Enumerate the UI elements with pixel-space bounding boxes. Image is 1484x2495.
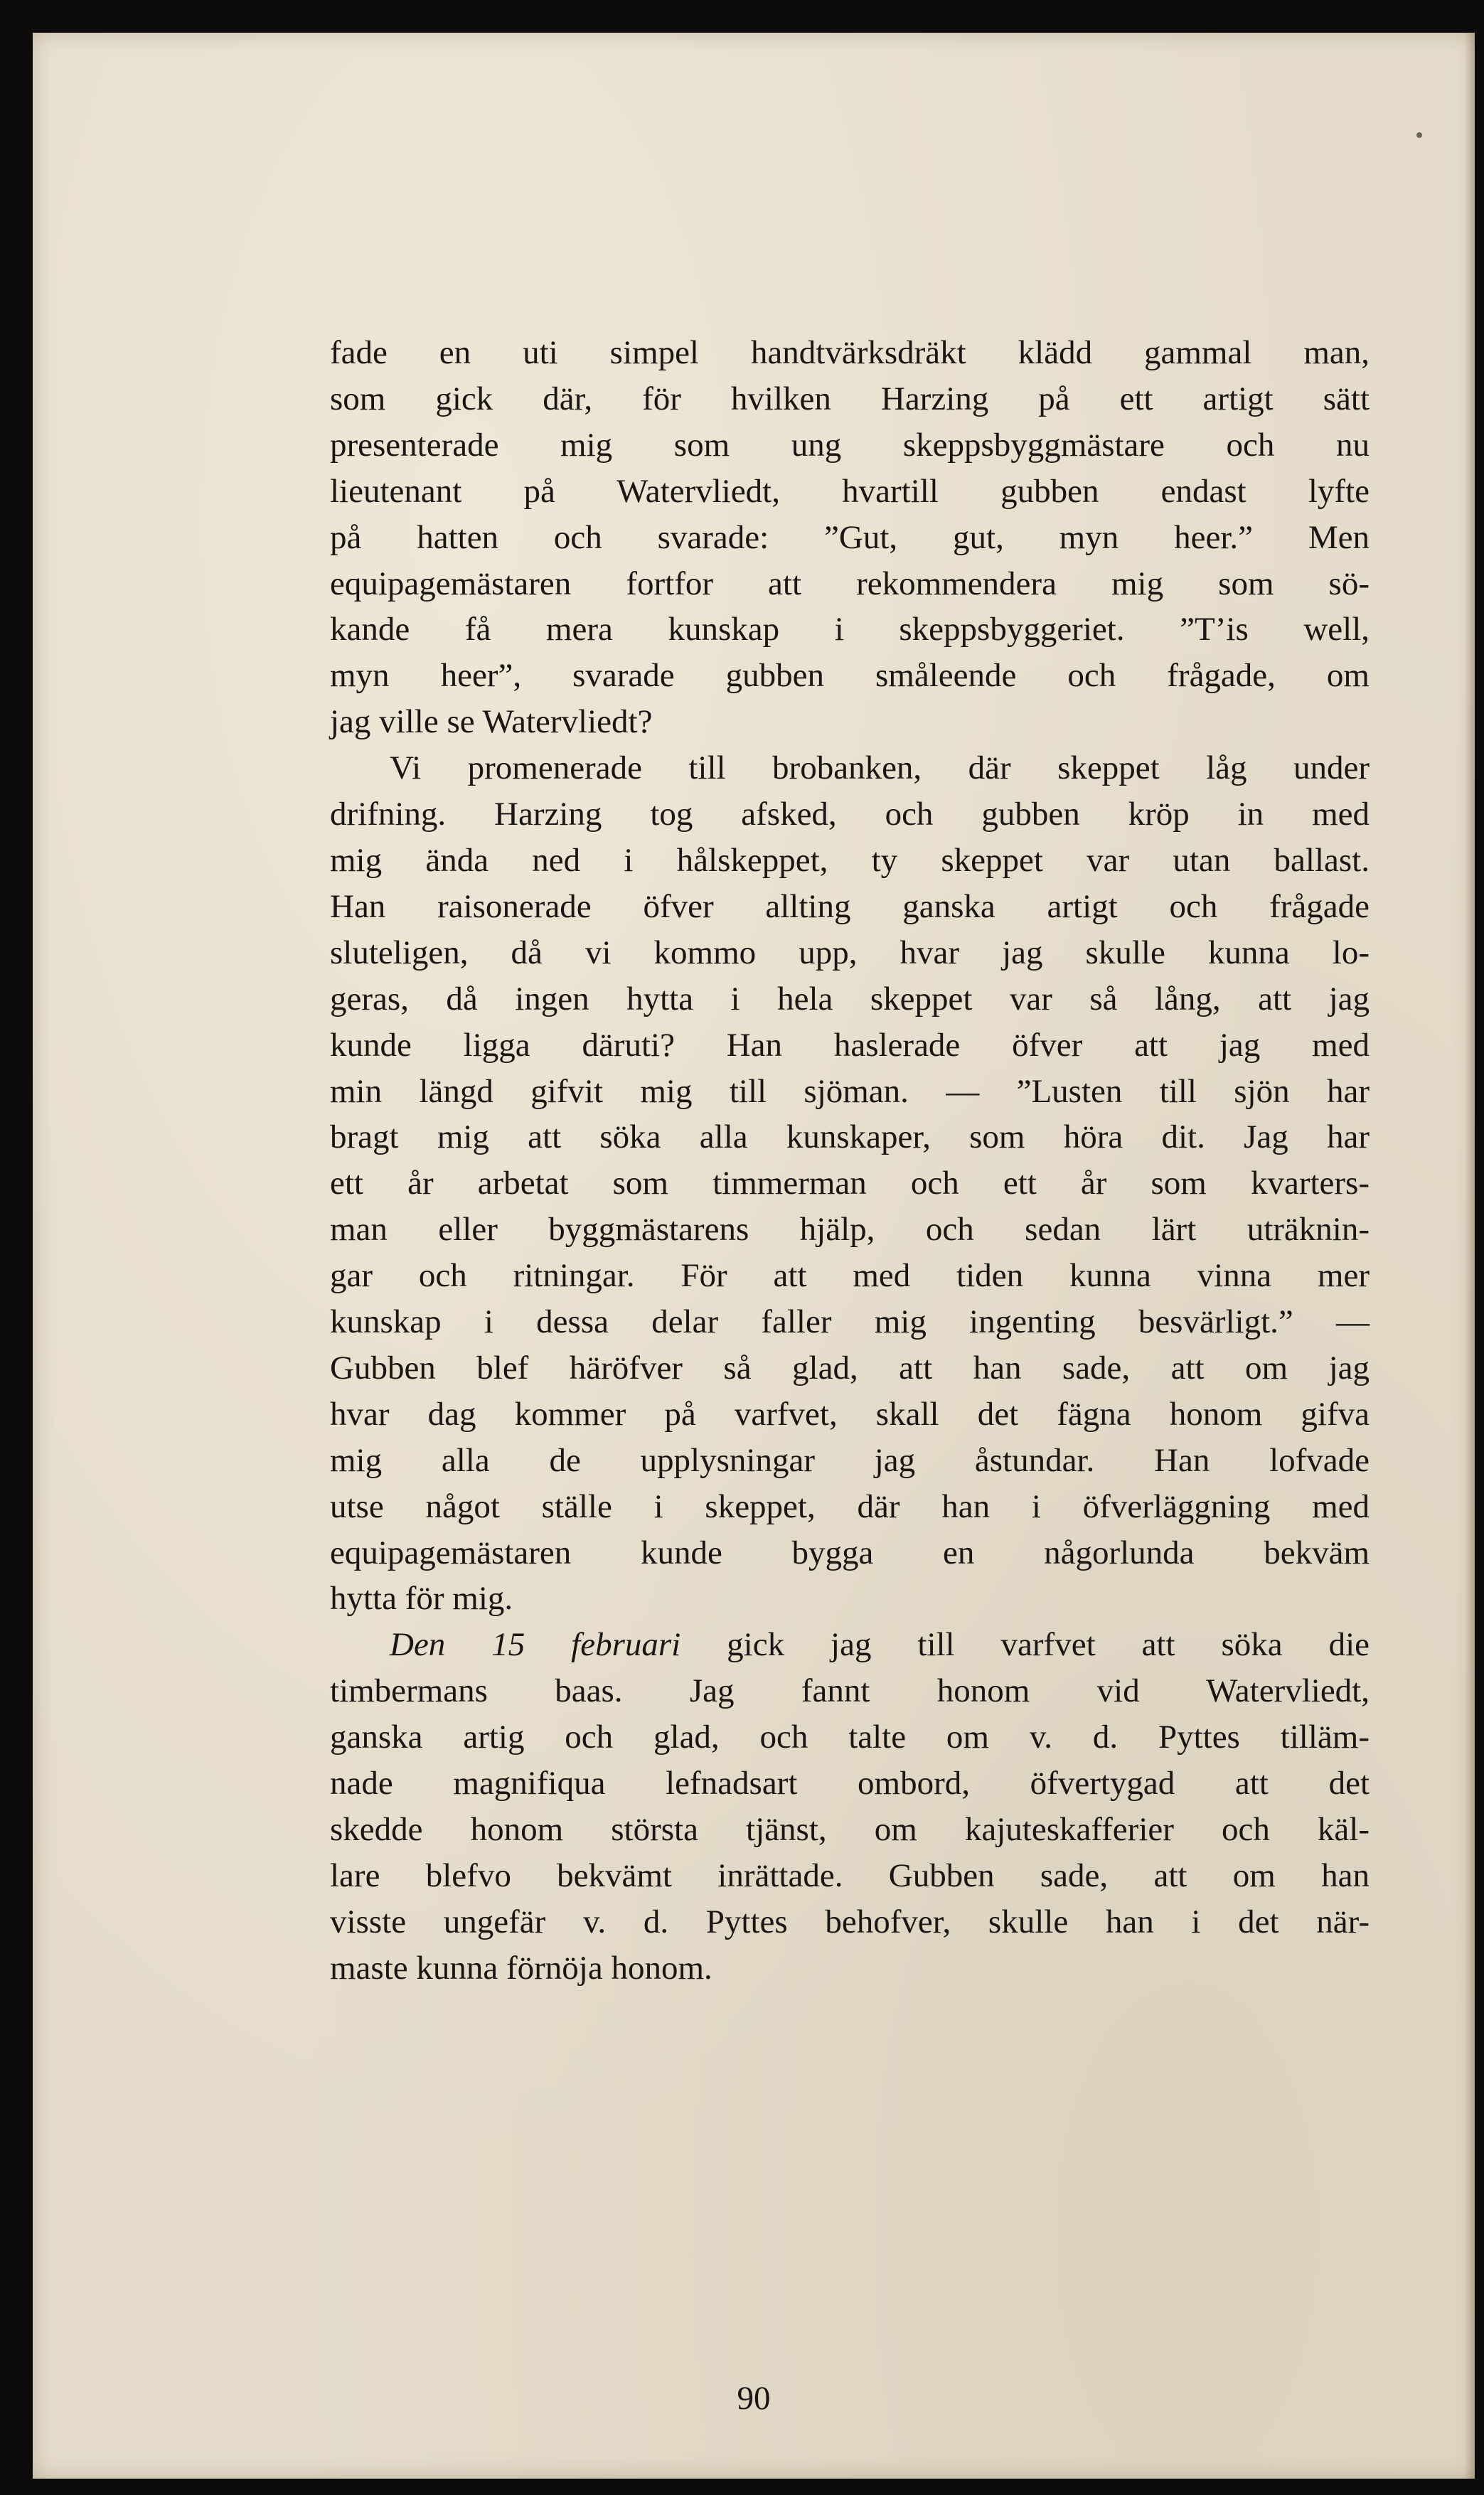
text-line: som gick där, för hvilken Harzing på ett artigt sätt	[330, 380, 1370, 417]
text-line: mig ända ned i hålskeppet, ty skeppet var utan ballast.	[330, 841, 1370, 879]
text-line: kande få mera kunskap i skeppsbyggeriet. ”T’is well,	[330, 611, 1370, 648]
text-line: geras, då ingen hytta i hela skeppet var så lång, att jag	[330, 980, 1370, 1017]
text-line: lieutenant på Watervliedt, hvartill gubben endast lyfte	[330, 472, 1370, 510]
page-number: 90	[737, 2380, 771, 2417]
text-line: skedde honom största tjänst, om kajuteskafferier och käl-	[330, 1811, 1370, 1848]
text-line: utse något ställe i skeppet, där han i öfverläggning med	[330, 1487, 1370, 1525]
text-line: Gubben blef häröfver så glad, att han sade, att om jag	[330, 1349, 1370, 1387]
text-line: hvar dag kommer på varfvet, skall det fägna honom gifva	[330, 1395, 1370, 1433]
paragraph-2	[330, 745, 1370, 1622]
text-line: sluteligen, då vi kommo upp, hvar jag skulle kunna lo-	[330, 934, 1370, 971]
text-line: myn heer”, svarade gubben småleende och frågade, om	[330, 657, 1370, 695]
text-line: nade magnifiqua lefnadsart ombord, öfvertygad att det	[330, 1765, 1370, 1802]
paper-speck	[1416, 132, 1422, 138]
text-line: man eller byggmästarens hjälp, och sedan lärt uträknin-	[330, 1211, 1370, 1249]
text-line: equipagemästaren fortfor att rekommendera mig som sö-	[330, 565, 1370, 602]
text-line: mig alla de upplysningar jag åstundar. Han lofvade	[330, 1441, 1370, 1479]
text-line: jag ville se Watervliedt?	[330, 703, 653, 741]
text-line: drifning. Harzing tog afsked, och gubben kröp in med	[330, 796, 1370, 833]
text-line: Han raisonerade öfver allting ganska artigt och frågade	[330, 887, 1370, 925]
paragraph-1	[330, 330, 1370, 745]
text-line: bragt mig att söka alla kunskaper, som höra dit. Jag har	[330, 1118, 1370, 1156]
text-line: maste kunna förnöja honom.	[330, 1949, 712, 1987]
text-line: hytta för mig.	[330, 1580, 513, 1618]
text-line: ganska artig och glad, och talte om v. d. Pyttes tilläm-	[330, 1719, 1370, 1756]
text-line: på hatten och svarade: ”Gut, gut, myn heer.” Men	[330, 518, 1370, 556]
paragraph-3	[330, 1622, 1370, 1991]
text-line: presenterade mig som ung skeppsbyggmästare och nu	[330, 426, 1370, 464]
text-line: fade en uti simpel handtvärksdräkt klädd gammal man,	[330, 334, 1370, 371]
text-line: ett år arbetat som timmerman och ett år som kvarters-	[330, 1165, 1370, 1202]
text-line: min längd gifvit mig till sjöman. — ”Lusten till sjön har	[330, 1072, 1370, 1110]
text-line: Vi promenerade till brobanken, där skeppet låg under	[390, 749, 1370, 787]
text-line: kunskap i dessa delar faller mig ingenting besvärligt.” —	[330, 1303, 1370, 1341]
text-line: gar och ritningar. För att med tiden kunna vinna mer	[330, 1257, 1370, 1295]
date-italic: Den 15 februari	[390, 1626, 681, 1664]
text-line: timbermans baas. Jag fannt honom vid Watervliedt,	[330, 1672, 1370, 1710]
text-line	[330, 1622, 1370, 1668]
text-line-rest: gick jag till varfvet att söka die	[680, 1626, 1370, 1664]
text-line: equipagemästaren kunde bygga en någorlunda bekväm	[330, 1534, 1370, 1571]
body-text	[330, 330, 1370, 1992]
book-page	[33, 33, 1475, 2479]
text-line: kunde ligga däruti? Han haslerade öfver att jag med	[330, 1026, 1370, 1064]
text-line: visste ungefär v. d. Pyttes behofver, skulle han i det när-	[330, 1903, 1370, 1940]
text-line: lare blefvo bekvämt inrättade. Gubben sade, att om han	[330, 1856, 1370, 1894]
page-edge-shadow	[1465, 33, 1475, 2479]
